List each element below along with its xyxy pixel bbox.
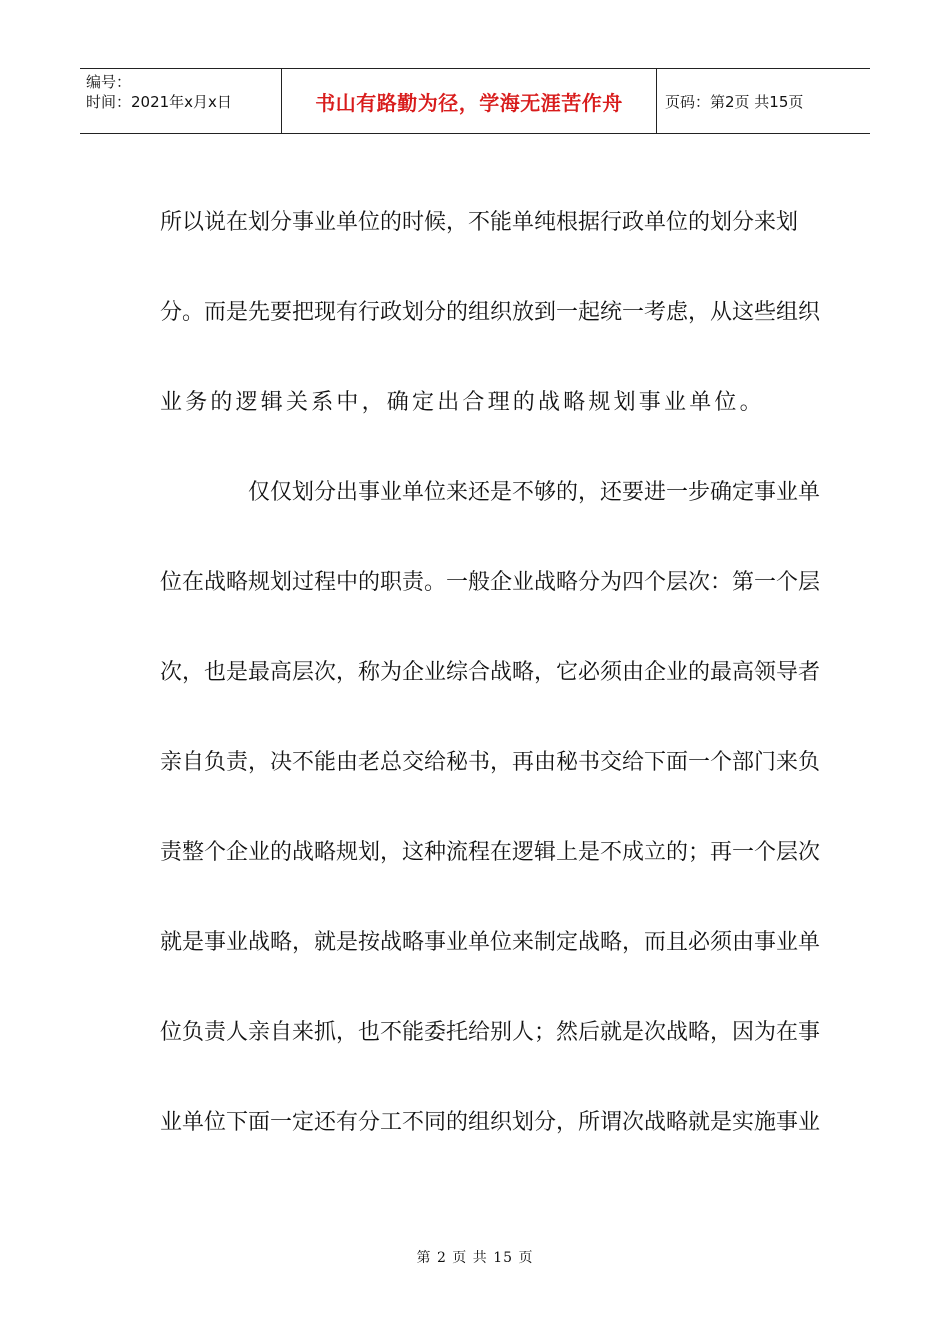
header-page-info: 页码：第2页 共15页 [665, 92, 804, 111]
page-footer: 第 2 页 共 15 页 [416, 1250, 534, 1266]
text-line: 位负责人亲自来抓，也不能委托给别人；然后就是次战略，因为在事 [160, 1020, 821, 1045]
text-line: 所以说在划分事业单位的时候，不能单纯根据行政单位的划分来划 [160, 210, 799, 235]
text-line: 次，也是最高层次，称为企业综合战略，它必须由企业的最高领导者 [160, 660, 821, 685]
text-line: 亲自负责，决不能由老总交给秘书，再由秘书交给下面一个部门来负 [160, 750, 821, 775]
header-motto: 书山有路勤为径，学海无涯苦作舟 [282, 69, 657, 133]
document-time-label: 时间：2021年x月x日 [86, 93, 232, 111]
text-line-indented: 仅仅划分出事业单位来还是不够的，还要进一步确定事业单 [248, 480, 821, 505]
text-line: 业务的逻辑关系中，确定出合理的战略规划事业单位。 [160, 390, 765, 415]
document-header [80, 68, 870, 134]
document-number-label: 编号： [86, 73, 132, 91]
text-line: 业单位下面一定还有分工不同的组织划分，所谓次战略就是实施事业 [160, 1110, 821, 1135]
text-line: 分。而是先要把现有行政划分的组织放到一起统一考虑，从这些组织 [160, 300, 821, 325]
text-line: 就是事业战略，就是按战略事业单位来制定战略，而且必须由事业单 [160, 930, 821, 955]
text-line: 位在战略规划过程中的职责。一般企业战略分为四个层次：第一个层 [160, 570, 821, 595]
header-meta [80, 69, 282, 133]
text-line: 责整个企业的战略规划，这种流程在逻辑上是不成立的；再一个层次 [160, 840, 821, 865]
